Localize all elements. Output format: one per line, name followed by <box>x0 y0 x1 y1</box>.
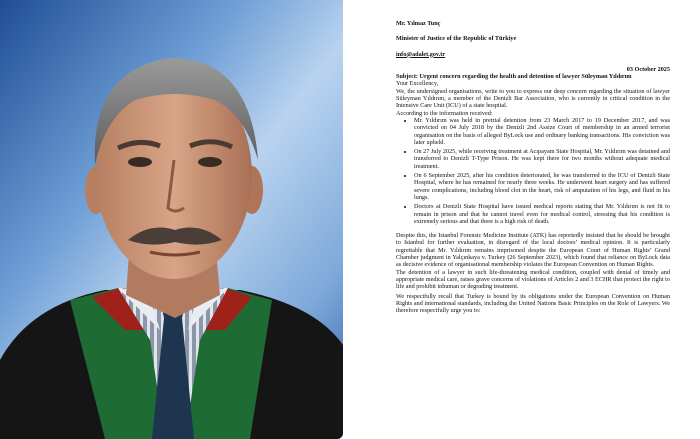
atk-paragraph: Despite this, the Istanbul Forensic Medicine Institute (ATK) has reportedly insisted that he should be brought to Istanbul for further evaluation, in disregard of the local doctors’ medical opinion. It is particularly regrettable that Mr. Yıldırım remains imprisoned despite the European Court of Human Rights’ Grand Chamber judgment in Yalçınkaya v. Turkey (26 September 2023), which found that reliance on ByLock data as decisive evidence of organisational membership violates the European Convention on Human Rights. <box>396 232 670 269</box>
recipient-name: Mr. Yılmaz Tunç <box>396 20 441 27</box>
list-item: • On 6 September 2025, after his condition deteriorated, he was transferred to the ICU of Denizli State Hospital, where he has remained for nearly three weeks. He underwent heart surgery and has suffered severe complications, including blood clot in the heart, risk of amputation of his legs, and fluid in his lungs. <box>414 172 670 201</box>
intro-paragraph: We, the undersigned organisations, write to you to express our deep concern regarding the situation of lawyer Süleyman Yıldırım, a member of the Denizli Bar Association, who is currently in critical condition in the Intensive Care Unit (ICU) of a state hospital. <box>396 87 670 110</box>
letter-date: 03 October 2025 <box>626 65 670 73</box>
portrait-photo <box>0 0 343 439</box>
recipient-email-link[interactable]: info@adalet.gov.tr <box>396 50 446 58</box>
facts-list <box>396 117 670 225</box>
salutation: Your Excellency, <box>396 80 439 88</box>
info-lead: According to the information received: <box>396 109 493 117</box>
letter <box>396 20 670 439</box>
list-item: • On 27 July 2025, while receiving treatment at Acıpayam State Hospital, Mr. Yıldırım was detained and transferred to Denizli T-Type Prison. He was kept there for two months without adequate medical treatment. <box>414 148 670 170</box>
subject-label: Subject: <box>396 73 418 81</box>
subject-text: Urgent concern regarding the health and detention of lawyer Süleyman Yıldırım <box>419 73 632 81</box>
recipient-title: Minister of Justice of the Republic of Türkiye <box>396 35 517 43</box>
list-item: • Doctors at Denizli State Hospital have issued medical reports stating that Mr. Yıldırım is not fit to remain in prison and that he cannot travel even for medical control, stressing that his condition is extremely serious and that there is a high risk of death. <box>414 203 670 225</box>
detention-paragraph: The detention of a lawyer in such life-threatening medical condition, coupled with denial of timely and appropriate medical care, raises grave concerns of violations of Articles 2 and 3 ECHR that protect the right to life and prohibit inhuman or degrading treatment. <box>396 268 670 291</box>
list-item: • Mr. Yıldırım was held in pretrial detention from 23 March 2017 to 19 December 2017, and was convicted on 04 July 2018 by the Denizli 2nd Assize Court of membership in an armed terrorist organisation on the basis of alleged ByLock use and ordinary banking transactions. His conviction was later upheld. <box>414 117 670 146</box>
subject-line <box>396 73 670 80</box>
recall-paragraph: We respectfully recall that Turkey is bound by its obligations under the European Convention on Human Rights and international standards, including the United Nations Basic Principles on the Role of Lawyers. We therefore respectfully urge you to: <box>396 292 670 315</box>
